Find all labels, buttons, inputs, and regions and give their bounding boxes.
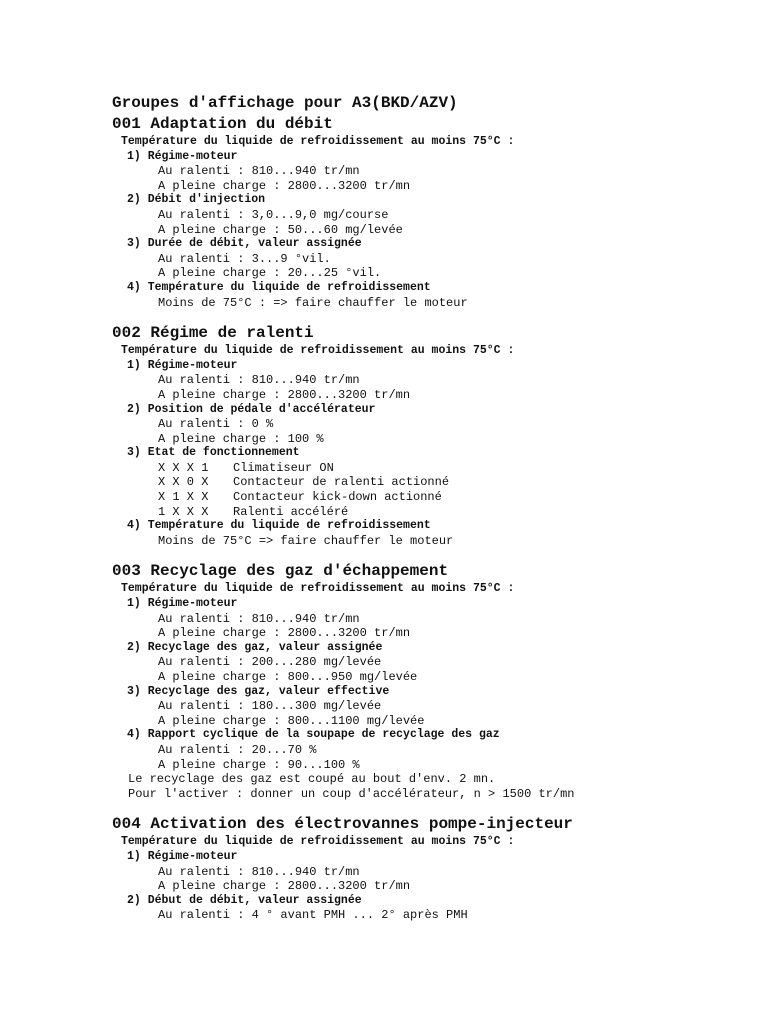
item-detail: A pleine charge : 2800...3200 tr/mn bbox=[158, 178, 411, 193]
section-heading: 003 Recyclage des gaz d'échappement bbox=[112, 562, 449, 581]
section-condition: Température du liquide de refroidissement au moins 75°C : bbox=[121, 135, 515, 148]
item-label: 1) Régime-moteur bbox=[127, 597, 238, 611]
item-detail: A pleine charge : 2800...3200 tr/mn bbox=[158, 626, 411, 641]
section-condition: Température du liquide de refroidissement au moins 75°C : bbox=[121, 835, 515, 849]
section-4 bbox=[112, 813, 752, 923]
item-label: 2) Position de pédale d'accélérateur bbox=[127, 402, 376, 416]
item-detail: Au ralenti : 810...940 tr/mn bbox=[158, 373, 360, 388]
item-detail: A pleine charge : 20...25 °vil. bbox=[158, 266, 382, 281]
item-detail: Au ralenti : 4 ° avant PMH ... 2° après PMH bbox=[158, 908, 468, 923]
item-detail: Au ralenti : 810...940 tr/mn bbox=[158, 611, 360, 626]
state-code: 1 X X X bbox=[158, 504, 209, 519]
item-detail: Moins de 75°C : => faire chauffer le moteur bbox=[158, 295, 468, 310]
state-description: Contacteur kick-down actionné bbox=[233, 490, 442, 505]
item-detail: A pleine charge : 2800...3200 tr/mn bbox=[158, 387, 411, 402]
item-detail: A pleine charge : 800...1100 mg/levée bbox=[158, 713, 425, 728]
state-description: Contacteur de ralenti actionné bbox=[233, 475, 450, 490]
section-note: Pour l'activer : donner un coup d'accélérateur, n > 1500 tr/mn bbox=[128, 786, 575, 801]
item-label: 4) Rapport cyclique de la soupape de recyclage des gaz bbox=[127, 728, 500, 742]
state-row bbox=[112, 505, 752, 520]
item-label: 2) Débit d'injection bbox=[127, 193, 266, 207]
item-label: 2) Recyclage des gaz, valeur assignée bbox=[127, 640, 383, 654]
item-label: 2) Début de débit, valeur assignée bbox=[127, 893, 362, 907]
item-detail: Au ralenti : 0 % bbox=[158, 417, 274, 432]
item-detail: Moins de 75°C => faire chauffer le moteur bbox=[158, 533, 454, 548]
item-detail: Au ralenti : 180...300 mg/levée bbox=[158, 699, 382, 714]
section-2 bbox=[112, 322, 752, 548]
item-label: 3) Durée de débit, valeur assignée bbox=[127, 237, 362, 251]
item-label: 4) Température du liquide de refroidissement bbox=[127, 280, 431, 294]
section-1 bbox=[112, 113, 752, 310]
document-title: Groupes d'affichage pour A3(BKD/AZV) bbox=[112, 94, 458, 112]
item-detail: A pleine charge : 90...100 % bbox=[158, 757, 360, 772]
state-description: Climatiseur ON bbox=[233, 460, 334, 475]
section-3 bbox=[112, 560, 752, 801]
item-label: 1) Régime-moteur bbox=[127, 849, 238, 863]
item-label: 3) Recyclage des gaz, valeur effective bbox=[127, 684, 390, 698]
item-detail: Au ralenti : 20...70 % bbox=[158, 742, 317, 757]
item-detail: A pleine charge : 2800...3200 tr/mn bbox=[158, 879, 411, 894]
item-detail: A pleine charge : 50...60 mg/levée bbox=[158, 222, 403, 237]
item-detail: A pleine charge : 100 % bbox=[158, 431, 324, 446]
sections-container bbox=[112, 113, 752, 923]
item-detail: A pleine charge : 800...950 mg/levée bbox=[158, 670, 418, 684]
item-label: 3) Etat de fonctionnement bbox=[127, 446, 300, 460]
state-description: Ralenti accéléré bbox=[233, 504, 349, 519]
item-label: 1) Régime-moteur bbox=[127, 149, 238, 163]
section-heading: 004 Activation des électrovannes pompe-injecteur bbox=[112, 815, 573, 834]
item-detail: Au ralenti : 3,0...9,0 mg/course bbox=[158, 207, 389, 222]
state-row bbox=[112, 461, 752, 476]
section-heading: 001 Adaptation du débit bbox=[112, 115, 333, 133]
section-note: Le recyclage des gaz est coupé au bout d'env. 2 mn. bbox=[128, 772, 496, 787]
section-condition: Température du liquide de refroidissement au moins 75°C : bbox=[121, 344, 515, 358]
document-body bbox=[112, 93, 752, 923]
state-row bbox=[112, 475, 752, 490]
item-detail: Au ralenti : 810...940 tr/mn bbox=[158, 164, 360, 179]
item-detail: Au ralenti : 3...9 °vil. bbox=[158, 251, 331, 266]
section-condition: Température du liquide de refroidissement au moins 75°C : bbox=[121, 582, 515, 596]
item-detail: Au ralenti : 200...280 mg/levée bbox=[158, 655, 382, 670]
item-detail: Au ralenti : 810...940 tr/mn bbox=[158, 864, 360, 879]
section-heading: 002 Régime de ralenti bbox=[112, 324, 314, 343]
state-row bbox=[112, 490, 752, 505]
item-label: 4) Température du liquide de refroidissement bbox=[127, 519, 431, 533]
state-code: X X 0 X bbox=[158, 475, 209, 490]
item-label: 1) Régime-moteur bbox=[127, 358, 238, 372]
state-code: X X X 1 bbox=[158, 460, 209, 475]
state-code: X 1 X X bbox=[158, 490, 209, 505]
